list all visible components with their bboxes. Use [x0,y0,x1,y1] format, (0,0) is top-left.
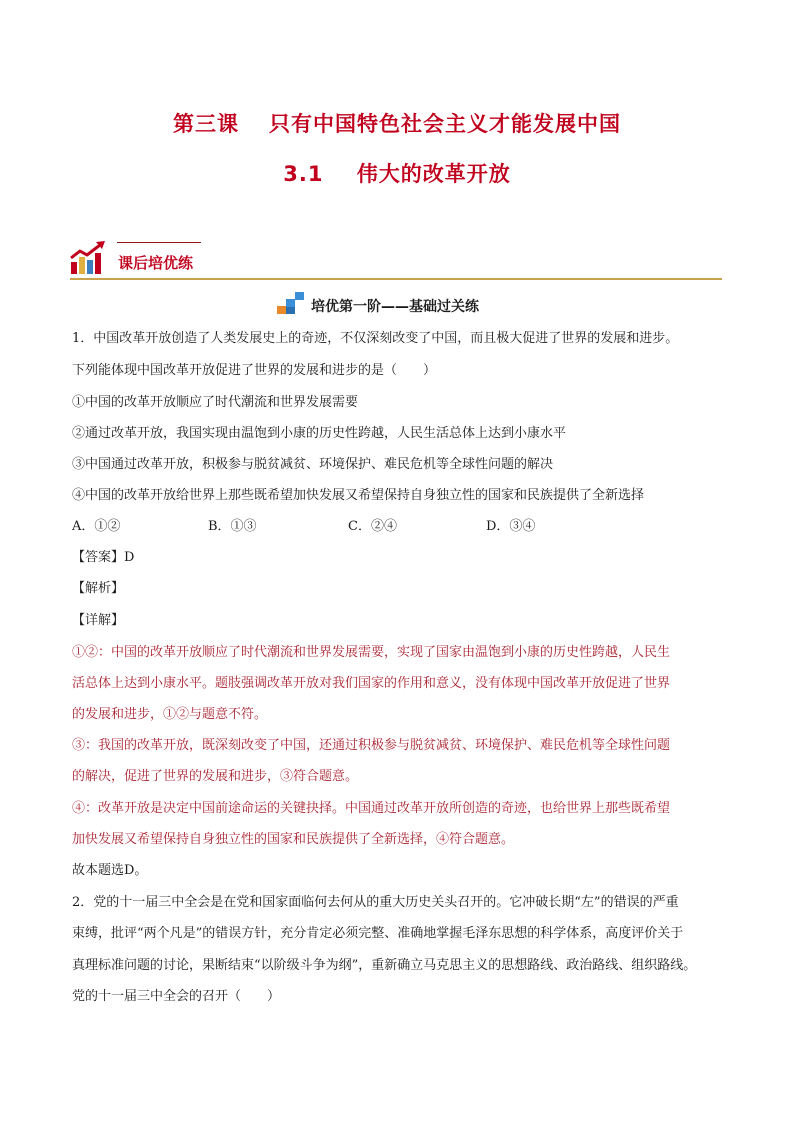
q1-options [72,518,722,536]
q2-line2: 束缚，批评“两个凡是”的错误方针，充分肯定必须完整、准确地掌握毛泽东思想的科学体系，高度评价关于 [72,926,684,941]
option-d[interactable]: D．③④ [486,519,536,534]
q1-statement-2: ②通过改革开放，我国实现由温饱到小康的历史性跨越，人民生活总体上达到小康水平 [72,426,567,441]
explanation-1-line3: 的发展和进步，①②与题意不符。 [72,707,268,722]
explanation-2-line2: 的解决，促进了世界的发展和进步，③符合题意。 [72,769,359,784]
explanation-1-line1: ①②：中国的改革开放顺应了时代潮流和世界发展需要，实现了国家由温饱到小康的历史性跨越，人民生 [72,645,671,660]
option-c[interactable]: C．②④ [348,519,397,534]
lesson-title [0,108,794,138]
explanation-1-line2: 活总体上达到小康水平。题肢强调改革开放对我们国家的作用和意义，没有体现中国改革开放促进了世界 [72,676,671,691]
bar-chart-rising-arrow-icon [70,240,108,276]
stage-label: 培优第一阶——基础过关练 [311,299,479,315]
q1-stem-line2: 下列能体现中国改革开放促进了世界的发展和进步的是（ ） [72,363,437,378]
q2-line1: 2．党的十一届三中全会是在党和国家面临何去何从的重大历史关头召开的。它冲破长期“左”的错误的严重 [72,895,679,910]
analysis-label: 【解析】 [72,581,125,596]
explanation-2-line1: ③：我国的改革开放，既深刻改变了中国，还通过积极参与脱贫减贫、环境保护、难民危机等全球性问题 [72,738,671,753]
q1-stem-line1: 1．中国改革开放创造了人类发展史上的奇迹，不仅深刻改变了中国，而且极大促进了世界的发展和进步。 [72,331,679,346]
option-a[interactable]: A．①② [72,519,121,534]
stage-header [0,290,794,320]
q2-line4: 党的十一届三中全会的召开（ ） [72,989,281,1004]
detail-label: 【详解】 [72,613,125,628]
explanation-3-line2: 加快发展又希望保持自身独立性的国家和民族提供了全新选择，④符合题意。 [72,832,515,847]
q1-statement-4: ④中国的改革开放给世界上那些既希望加快发展又希望保持自身独立性的国家和民族提供了全新选择 [72,488,645,503]
conclusion: 故本题选D。 [72,863,148,878]
stairs-icon [275,290,307,316]
lesson-number: 第三课 [173,112,239,136]
q2-line3: 真理标准问题的讨论，果断结束“以阶级斗争为纲”，重新确立马克思主义的思想路线、政治路线、组织路线。 [72,958,697,973]
explanation-3-line1: ④：改革开放是决定中国前途命运的关键抉择。中国通过改革开放所创造的奇迹，也给世界上那些既希望 [72,801,671,816]
answer: 【答案】D [72,550,135,565]
option-b[interactable]: B．①③ [208,519,257,534]
section-label: 课后培优练 [118,254,194,272]
section-header [70,238,722,280]
header-accent-line [117,242,201,243]
section-title: 3.1 伟大的改革开放 [283,162,511,186]
lesson-name: 只有中国特色社会主义才能发展中国 [269,112,621,136]
q1-statement-1: ①中国的改革开放顺应了时代潮流和世界发展需要 [72,395,359,410]
q1-statement-3: ③中国通过改革开放，积极参与脱贫减贫、环境保护、难民危机等全球性问题的解决 [72,457,554,472]
section-rule [70,278,722,280]
